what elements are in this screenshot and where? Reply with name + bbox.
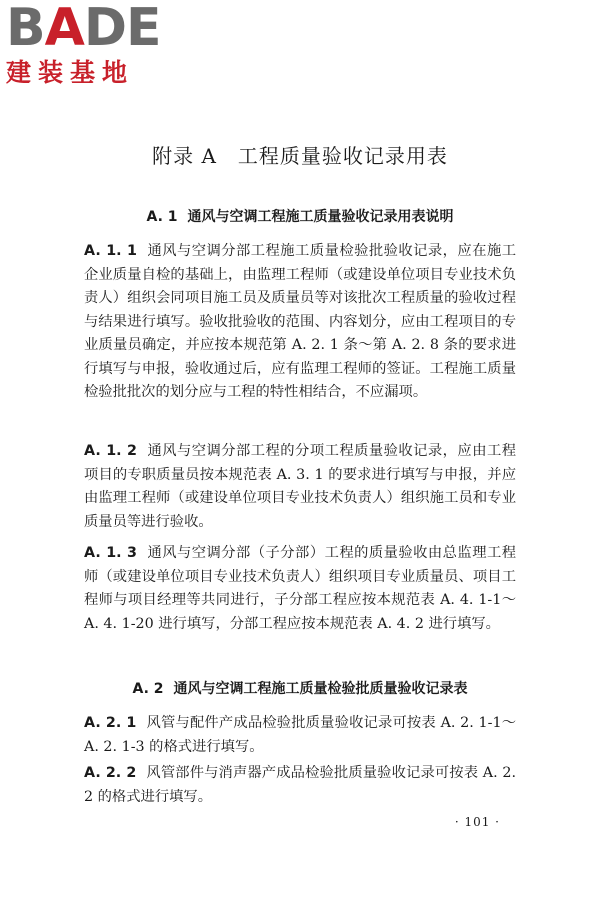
clause-paragraph bbox=[84, 762, 516, 809]
clause-paragraph bbox=[84, 240, 516, 405]
clause-number: A. 1. 3 bbox=[84, 545, 137, 561]
appendix-title: 附录 A 工程质量验收记录用表 bbox=[152, 144, 448, 168]
section-heading: 通风与空调工程施工质量检验批质量验收记录表 bbox=[173, 681, 468, 697]
logo-letter-a: A bbox=[44, 0, 84, 58]
clause-number: A. 2. 2 bbox=[84, 765, 137, 781]
section-number: A. 1 bbox=[146, 209, 178, 225]
section-number: A. 2 bbox=[132, 681, 164, 697]
clause-text: 通风与空调分部工程的分项工程质量验收记录，应由工程项目的专职质量员按本规范表 A. 3. 1 的要求进行填写与申报，并应由监理工程师（或建设单位项目专业技术负责人）组织施工员和专业质量员等进行验收。 bbox=[84, 443, 517, 530]
clause-text: 通风与空调分部（子分部）工程的质量验收由总监理工程师（或建设单位项目专业技术负责人）组织项目专业质量员、项目工程师与项目经理等共同进行，子分部工程应按本规范表 A. 4. 1-1～A. 4. 1-20 进行填写，分部工程应按本规范表 A. 4. 2 进行填写。 bbox=[84, 545, 517, 632]
section-heading: 通风与空调工程施工质量验收记录用表说明 bbox=[187, 209, 454, 225]
page-number: · 101 · bbox=[454, 815, 500, 829]
section-title bbox=[0, 678, 600, 698]
logo-wordmark bbox=[6, 0, 181, 58]
clause-number: A. 1. 2 bbox=[84, 443, 137, 459]
logo-letter-b: B bbox=[6, 0, 45, 58]
clause-text: 风管与配件产成品检验批质量验收记录可按表 A. 2. 1-1～A. 2. 1-3 的格式进行填写。 bbox=[84, 715, 516, 755]
logo-subtitle: 建装基地 bbox=[6, 58, 135, 87]
logo-letters-de: DE bbox=[83, 0, 161, 58]
clause-paragraph bbox=[84, 542, 516, 636]
clause-paragraph bbox=[84, 712, 516, 759]
clause-paragraph bbox=[84, 440, 516, 534]
section-title bbox=[0, 206, 600, 226]
clause-text: 通风与空调分部工程施工质量检验批验收记录，应在施工企业质量自检的基础上，由监理工程师（或建设单位项目专业技术负责人）组织会同项目施工员及质量员等对该批次工程质量的验收过程与结果进行填写。验收批验收的范围、内容划分，应由工程项目的专业质量员确定，并应按本规范第 A. 2. 1 条～第 A. 2. 8 条的要求进行填写与申报，验收通过后，应有监理工程师的签证。工程施工质量检验批批次的划分应与工程的特性相结合，不应漏项。 bbox=[84, 243, 517, 400]
clause-text: 风管部件与消声器产成品检验批质量验收记录可按表 A. 2. 2 的格式进行填写。 bbox=[84, 765, 516, 805]
clause-number: A. 1. 1 bbox=[84, 243, 137, 259]
bade-logo bbox=[6, 2, 181, 88]
clause-number: A. 2. 1 bbox=[84, 715, 137, 731]
